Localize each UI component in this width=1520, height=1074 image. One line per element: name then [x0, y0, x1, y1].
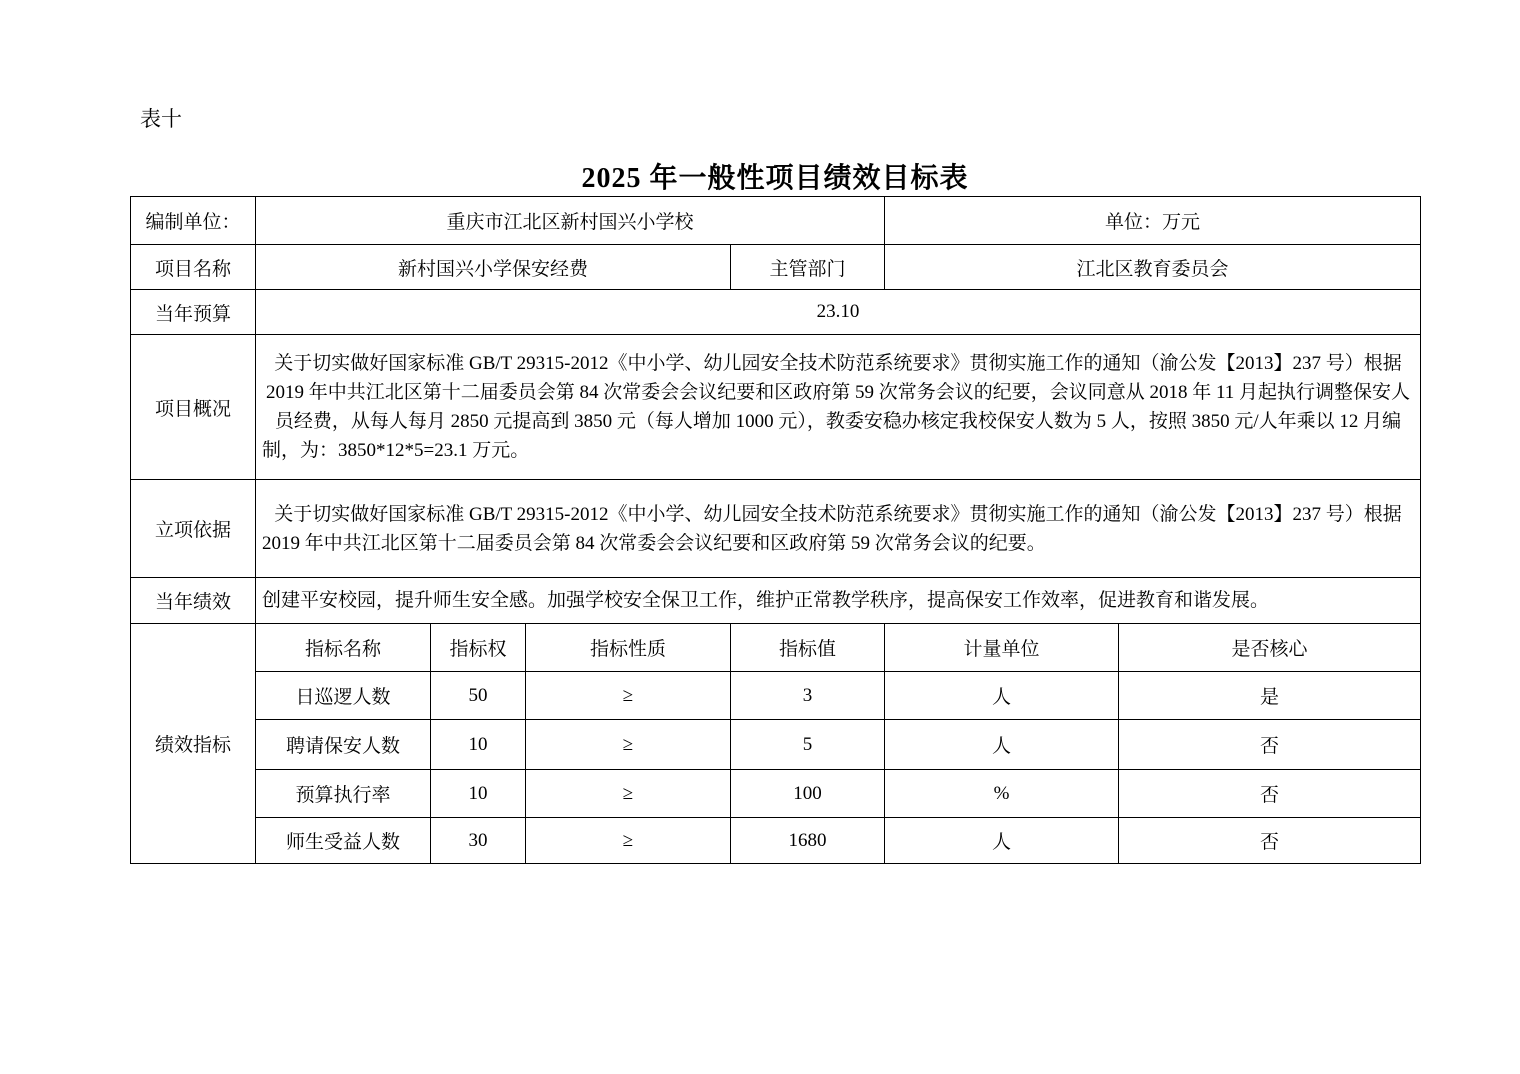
row-basis — [131, 480, 1421, 578]
indicator-unit: % — [885, 770, 1119, 818]
row-project-name — [131, 245, 1421, 290]
indicators-header-value: 指标值 — [731, 624, 885, 672]
performance-target-table — [130, 196, 1421, 864]
indicator-value: 100 — [731, 770, 885, 818]
indicator-unit: 人 — [885, 720, 1119, 770]
indicator-core: 是 — [1119, 672, 1421, 720]
budget-value: 23.10 — [256, 290, 1421, 335]
performance-label: 当年绩效 — [131, 578, 256, 624]
indicator-weight: 50 — [431, 672, 526, 720]
row-performance — [131, 578, 1421, 624]
doc-title: 2025 年一般性项目绩效目标表 — [581, 163, 969, 194]
dept-label: 主管部门 — [731, 245, 885, 290]
indicator-core: 否 — [1119, 720, 1421, 770]
overview-label: 项目概况 — [131, 335, 256, 480]
budget-label: 当年预算 — [131, 290, 256, 335]
indicator-nature: ≥ — [526, 770, 731, 818]
indicator-nature: ≥ — [526, 672, 731, 720]
basis-label: 立项依据 — [131, 480, 256, 578]
indicators-header-name: 指标名称 — [256, 624, 431, 672]
indicator-name: 预算执行率 — [256, 770, 431, 818]
indicator-nature: ≥ — [526, 720, 731, 770]
indicator-weight: 10 — [431, 770, 526, 818]
project-name-label: 项目名称 — [131, 245, 256, 290]
dept-value: 江北区教育委员会 — [885, 245, 1421, 290]
indicator-name: 师生受益人数 — [256, 818, 431, 864]
indicator-value: 3 — [731, 672, 885, 720]
indicators-header-core: 是否核心 — [1119, 624, 1421, 672]
indicator-core: 否 — [1119, 770, 1421, 818]
indicator-unit: 人 — [885, 818, 1119, 864]
indicator-value: 5 — [731, 720, 885, 770]
indicator-weight: 10 — [431, 720, 526, 770]
indicators-header-unit: 计量单位 — [885, 624, 1119, 672]
performance-text: 创建平安校园，提升师生安全感。加强学校安全保卫工作，维护正常教学秩序，提高保安工作效率，促进教育和谐发展。 — [256, 578, 1421, 624]
unit-note: 单位：万元 — [885, 197, 1421, 245]
project-name-value: 新村国兴小学保安经费 — [256, 245, 731, 290]
indicators-label: 绩效指标 — [131, 624, 256, 864]
indicator-core: 否 — [1119, 818, 1421, 864]
indicator-name: 日巡逻人数 — [256, 672, 431, 720]
indicators-header-nature: 指标性质 — [526, 624, 731, 672]
doc-table-number: 表十 — [140, 107, 182, 131]
row-prep-unit — [131, 197, 1421, 245]
row-overview — [131, 335, 1421, 480]
indicator-unit: 人 — [885, 672, 1119, 720]
prep-unit-value: 重庆市江北区新村国兴小学校 — [256, 197, 885, 245]
indicator-nature: ≥ — [526, 818, 731, 864]
row-indicators-header — [131, 624, 1421, 672]
prep-unit-label: 编制单位： — [131, 197, 256, 245]
indicator-row — [131, 720, 1421, 770]
overview-text: 关于切实做好国家标准 GB/T 29315-2012《中小学、幼儿园安全技术防范系统要求》贯彻实施工作的通知（渝公发【2013】237 号）根据 2019 年中共江北区第十二届委员会第 84 次常委会会议纪要和区政府第 59 次常务会议的纪要，会议同意从 2018 年 11 月起执行调整保安人员经费，从每人每月 2850 元提高到 3850 元（每人增加 1000 元），教委安稳办核定我校保安人数为 5 人，按照 3850 元/人年乘以 12 月编制，为：3850*12*5=23.1 万元。 — [256, 335, 1421, 480]
indicator-row — [131, 672, 1421, 720]
indicator-weight: 30 — [431, 818, 526, 864]
indicator-value: 1680 — [731, 818, 885, 864]
basis-text: 关于切实做好国家标准 GB/T 29315-2012《中小学、幼儿园安全技术防范系统要求》贯彻实施工作的通知（渝公发【2013】237 号）根据 2019 年中共江北区第十二届委员会第 84 次常委会会议纪要和区政府第 59 次常务会议的纪要。 — [256, 480, 1421, 578]
indicator-row — [131, 770, 1421, 818]
indicator-name: 聘请保安人数 — [256, 720, 431, 770]
indicators-header-weight: 指标权 — [431, 624, 526, 672]
indicator-row — [131, 818, 1421, 864]
row-budget — [131, 290, 1421, 335]
